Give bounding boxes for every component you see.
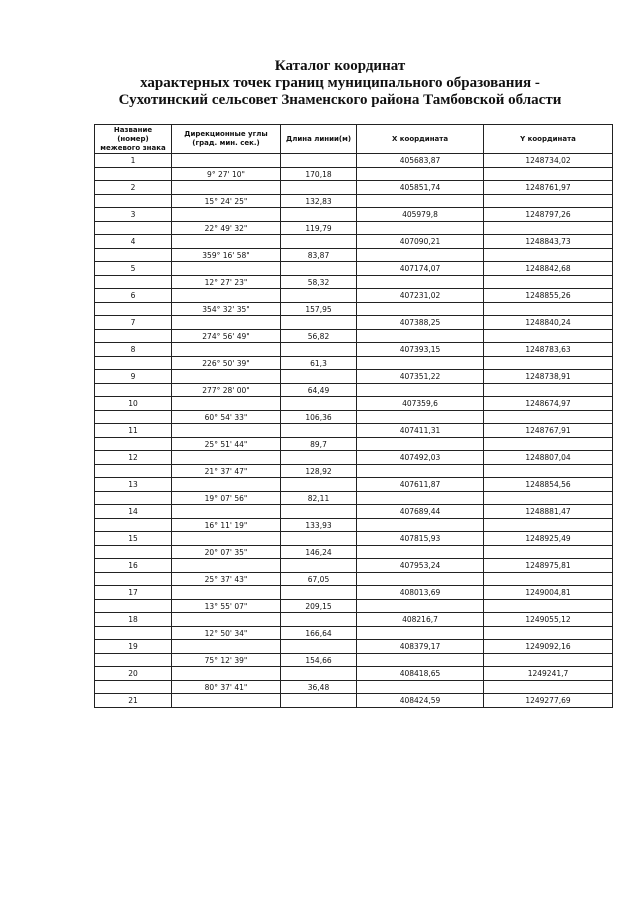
empty-cell [357, 195, 484, 208]
empty-cell [172, 451, 281, 465]
empty-cell [484, 600, 613, 613]
point-name-cell: 20 [95, 667, 172, 681]
y-coordinate-cell: 1248840,24 [484, 316, 613, 330]
empty-cell [357, 519, 484, 532]
empty-cell [484, 546, 613, 559]
x-coordinate-cell: 405979,8 [357, 208, 484, 222]
empty-cell [172, 289, 281, 303]
point-row [95, 505, 613, 519]
segment-row [95, 303, 613, 316]
y-coordinate-cell: 1249055,12 [484, 613, 613, 627]
segment-row [95, 357, 613, 370]
empty-cell [281, 478, 357, 492]
direction-angle-cell: 354° 32' 35" [172, 303, 281, 316]
line-length-cell: 170,18 [281, 168, 357, 181]
point-row [95, 208, 613, 222]
direction-angle-cell: 274° 56' 49" [172, 330, 281, 343]
empty-cell [357, 411, 484, 424]
empty-cell [95, 276, 172, 289]
point-name-cell: 12 [95, 451, 172, 465]
segment-row [95, 384, 613, 397]
x-coordinate-cell: 407359,6 [357, 397, 484, 411]
header-direction-angle: Дирекционные углы (град. мин. сек.) [172, 125, 281, 154]
segment-row [95, 573, 613, 586]
y-coordinate-cell: 1249004,81 [484, 586, 613, 600]
empty-cell [281, 235, 357, 249]
line-length-cell: 154,66 [281, 654, 357, 667]
direction-angle-cell: 12° 50' 34" [172, 627, 281, 640]
empty-cell [357, 492, 484, 505]
segment-row [95, 546, 613, 559]
empty-cell [172, 208, 281, 222]
segment-row [95, 438, 613, 451]
point-name-cell: 13 [95, 478, 172, 492]
empty-cell [357, 249, 484, 262]
direction-angle-cell: 20° 07' 35" [172, 546, 281, 559]
point-row [95, 559, 613, 573]
line-length-cell: 82,11 [281, 492, 357, 505]
point-row [95, 613, 613, 627]
point-row [95, 181, 613, 195]
empty-cell [95, 195, 172, 208]
empty-cell [357, 573, 484, 586]
empty-cell [172, 640, 281, 654]
empty-cell [484, 411, 613, 424]
y-coordinate-cell: 1248881,47 [484, 505, 613, 519]
segment-row [95, 195, 613, 208]
document-title: Каталог координат [274, 58, 406, 74]
point-name-cell: 2 [95, 181, 172, 195]
empty-cell [357, 330, 484, 343]
empty-cell [484, 330, 613, 343]
y-coordinate-cell: 1249092,16 [484, 640, 613, 654]
segment-row [95, 168, 613, 181]
point-row [95, 424, 613, 438]
x-coordinate-cell: 408424,59 [357, 694, 484, 708]
segment-row [95, 519, 613, 532]
empty-cell [357, 357, 484, 370]
line-length-cell: 89,7 [281, 438, 357, 451]
empty-cell [95, 330, 172, 343]
segment-row [95, 222, 613, 235]
point-name-cell: 15 [95, 532, 172, 546]
empty-cell [484, 627, 613, 640]
empty-cell [281, 451, 357, 465]
point-name-cell: 4 [95, 235, 172, 249]
empty-cell [95, 303, 172, 316]
x-coordinate-cell: 407388,25 [357, 316, 484, 330]
point-name-cell: 21 [95, 694, 172, 708]
document-subtitle-line-1: характерных точек границ муниципального образования - [140, 75, 540, 91]
empty-cell [281, 586, 357, 600]
y-coordinate-cell: 1249241,7 [484, 667, 613, 681]
direction-angle-cell: 9° 27' 10" [172, 168, 281, 181]
empty-cell [357, 222, 484, 235]
empty-cell [172, 694, 281, 708]
direction-angle-cell: 75° 12' 39" [172, 654, 281, 667]
line-length-cell: 133,93 [281, 519, 357, 532]
line-length-cell: 157,95 [281, 303, 357, 316]
empty-cell [281, 424, 357, 438]
empty-cell [484, 654, 613, 667]
point-name-cell: 3 [95, 208, 172, 222]
header-line-length: Длина линии(м) [281, 125, 357, 154]
empty-cell [281, 613, 357, 627]
y-coordinate-cell: 1248797,26 [484, 208, 613, 222]
empty-cell [484, 222, 613, 235]
direction-angle-cell: 359° 16' 58" [172, 249, 281, 262]
empty-cell [484, 195, 613, 208]
empty-cell [281, 154, 357, 168]
y-coordinate-cell: 1248783,63 [484, 343, 613, 357]
direction-angle-cell: 19° 07' 56" [172, 492, 281, 505]
y-coordinate-cell: 1248738,91 [484, 370, 613, 384]
empty-cell [281, 640, 357, 654]
header-x-coordinate: X координата [357, 125, 484, 154]
empty-cell [172, 235, 281, 249]
point-name-cell: 16 [95, 559, 172, 573]
empty-cell [281, 343, 357, 357]
point-row [95, 532, 613, 546]
direction-angle-cell: 12° 27' 23" [172, 276, 281, 289]
empty-cell [357, 384, 484, 397]
y-coordinate-cell: 1248761,97 [484, 181, 613, 195]
header-y-coordinate: Y координата [484, 125, 613, 154]
line-length-cell: 132,83 [281, 195, 357, 208]
segment-row [95, 249, 613, 262]
line-length-cell: 36,48 [281, 681, 357, 694]
empty-cell [95, 222, 172, 235]
empty-cell [172, 478, 281, 492]
empty-cell [281, 181, 357, 195]
empty-cell [357, 627, 484, 640]
direction-angle-cell: 277° 28' 00" [172, 384, 281, 397]
x-coordinate-cell: 407815,93 [357, 532, 484, 546]
empty-cell [172, 505, 281, 519]
x-coordinate-cell: 408216,7 [357, 613, 484, 627]
empty-cell [172, 316, 281, 330]
empty-cell [95, 654, 172, 667]
segment-row [95, 600, 613, 613]
empty-cell [95, 573, 172, 586]
x-coordinate-cell: 407393,15 [357, 343, 484, 357]
empty-cell [484, 492, 613, 505]
empty-cell [484, 438, 613, 451]
empty-cell [172, 586, 281, 600]
empty-cell [484, 168, 613, 181]
segment-row [95, 681, 613, 694]
x-coordinate-cell: 407174,07 [357, 262, 484, 276]
empty-cell [172, 559, 281, 573]
point-row [95, 370, 613, 384]
empty-cell [281, 694, 357, 708]
line-length-cell: 106,36 [281, 411, 357, 424]
direction-angle-cell: 15° 24' 25" [172, 195, 281, 208]
empty-cell [95, 627, 172, 640]
point-name-cell: 17 [95, 586, 172, 600]
empty-cell [357, 654, 484, 667]
y-coordinate-cell: 1248807,04 [484, 451, 613, 465]
empty-cell [172, 667, 281, 681]
point-name-cell: 11 [95, 424, 172, 438]
empty-cell [95, 492, 172, 505]
empty-cell [95, 519, 172, 532]
document-subtitle-line-2: Сухотинский сельсовет Знаменского района Тамбовской области [118, 92, 562, 108]
empty-cell [172, 532, 281, 546]
segment-row [95, 411, 613, 424]
empty-cell [95, 465, 172, 478]
direction-angle-cell: 25° 37' 43" [172, 573, 281, 586]
segment-row [95, 330, 613, 343]
empty-cell [484, 681, 613, 694]
empty-cell [172, 262, 281, 276]
empty-cell [357, 168, 484, 181]
empty-cell [95, 681, 172, 694]
x-coordinate-cell: 407953,24 [357, 559, 484, 573]
empty-cell [95, 438, 172, 451]
line-length-cell: 58,32 [281, 276, 357, 289]
x-coordinate-cell: 408418,65 [357, 667, 484, 681]
point-name-cell: 9 [95, 370, 172, 384]
line-length-cell: 67,05 [281, 573, 357, 586]
empty-cell [484, 465, 613, 478]
empty-cell [172, 181, 281, 195]
empty-cell [281, 559, 357, 573]
x-coordinate-cell: 408013,69 [357, 586, 484, 600]
y-coordinate-cell: 1248854,56 [484, 478, 613, 492]
empty-cell [95, 249, 172, 262]
point-name-cell: 19 [95, 640, 172, 654]
line-length-cell: 146,24 [281, 546, 357, 559]
empty-cell [281, 262, 357, 276]
empty-cell [484, 303, 613, 316]
y-coordinate-cell: 1248855,26 [484, 289, 613, 303]
empty-cell [172, 343, 281, 357]
point-row [95, 235, 613, 249]
point-row [95, 397, 613, 411]
direction-angle-cell: 226° 50' 39" [172, 357, 281, 370]
line-length-cell: 64,49 [281, 384, 357, 397]
segment-row [95, 465, 613, 478]
point-name-cell: 14 [95, 505, 172, 519]
point-row [95, 289, 613, 303]
point-row [95, 343, 613, 357]
point-name-cell: 1 [95, 154, 172, 168]
empty-cell [484, 249, 613, 262]
x-coordinate-cell: 407351,22 [357, 370, 484, 384]
empty-cell [95, 546, 172, 559]
empty-cell [357, 465, 484, 478]
empty-cell [95, 168, 172, 181]
empty-cell [95, 411, 172, 424]
empty-cell [484, 276, 613, 289]
x-coordinate-cell: 407611,87 [357, 478, 484, 492]
x-coordinate-cell: 405683,87 [357, 154, 484, 168]
point-name-cell: 7 [95, 316, 172, 330]
point-row [95, 478, 613, 492]
empty-cell [95, 384, 172, 397]
y-coordinate-cell: 1248842,68 [484, 262, 613, 276]
empty-cell [281, 667, 357, 681]
y-coordinate-cell: 1248674,97 [484, 397, 613, 411]
empty-cell [357, 600, 484, 613]
empty-cell [357, 438, 484, 451]
x-coordinate-cell: 405851,74 [357, 181, 484, 195]
x-coordinate-cell: 407090,21 [357, 235, 484, 249]
empty-cell [484, 573, 613, 586]
line-length-cell: 128,92 [281, 465, 357, 478]
empty-cell [172, 613, 281, 627]
direction-angle-cell: 80° 37' 41" [172, 681, 281, 694]
empty-cell [281, 208, 357, 222]
y-coordinate-cell: 1248843,73 [484, 235, 613, 249]
x-coordinate-cell: 407231,02 [357, 289, 484, 303]
line-length-cell: 56,82 [281, 330, 357, 343]
y-coordinate-cell: 1248767,91 [484, 424, 613, 438]
empty-cell [281, 532, 357, 546]
segment-row [95, 492, 613, 505]
direction-angle-cell: 21° 37' 47" [172, 465, 281, 478]
direction-angle-cell: 13° 55' 07" [172, 600, 281, 613]
empty-cell [357, 681, 484, 694]
empty-cell [357, 303, 484, 316]
x-coordinate-cell: 407411,31 [357, 424, 484, 438]
x-coordinate-cell: 407689,44 [357, 505, 484, 519]
empty-cell [484, 519, 613, 532]
point-name-cell: 10 [95, 397, 172, 411]
point-row [95, 154, 613, 168]
point-row [95, 667, 613, 681]
empty-cell [281, 316, 357, 330]
point-row [95, 640, 613, 654]
point-row [95, 262, 613, 276]
empty-cell [281, 370, 357, 384]
empty-cell [357, 546, 484, 559]
point-name-cell: 18 [95, 613, 172, 627]
y-coordinate-cell: 1249277,69 [484, 694, 613, 708]
empty-cell [281, 397, 357, 411]
point-name-cell: 6 [95, 289, 172, 303]
line-length-cell: 166,64 [281, 627, 357, 640]
direction-angle-cell: 25° 51' 44" [172, 438, 281, 451]
direction-angle-cell: 22° 49' 32" [172, 222, 281, 235]
direction-angle-cell: 60° 54' 33" [172, 411, 281, 424]
point-row [95, 586, 613, 600]
table-header-row [95, 125, 613, 154]
header-point-name: Название (номер) межевого знака [95, 125, 172, 154]
point-row [95, 316, 613, 330]
line-length-cell: 119,79 [281, 222, 357, 235]
empty-cell [357, 276, 484, 289]
point-row [95, 694, 613, 708]
empty-cell [95, 600, 172, 613]
point-name-cell: 8 [95, 343, 172, 357]
line-length-cell: 83,87 [281, 249, 357, 262]
y-coordinate-cell: 1248975,81 [484, 559, 613, 573]
y-coordinate-cell: 1248734,02 [484, 154, 613, 168]
coordinates-table [94, 124, 613, 708]
x-coordinate-cell: 407492,03 [357, 451, 484, 465]
empty-cell [172, 397, 281, 411]
y-coordinate-cell: 1248925,49 [484, 532, 613, 546]
segment-row [95, 654, 613, 667]
line-length-cell: 61,3 [281, 357, 357, 370]
empty-cell [484, 384, 613, 397]
empty-cell [95, 357, 172, 370]
x-coordinate-cell: 408379,17 [357, 640, 484, 654]
segment-row [95, 627, 613, 640]
direction-angle-cell: 16° 11' 19" [172, 519, 281, 532]
segment-row [95, 276, 613, 289]
point-row [95, 451, 613, 465]
empty-cell [484, 357, 613, 370]
empty-cell [281, 505, 357, 519]
empty-cell [172, 370, 281, 384]
line-length-cell: 209,15 [281, 600, 357, 613]
empty-cell [172, 424, 281, 438]
point-name-cell: 5 [95, 262, 172, 276]
empty-cell [172, 154, 281, 168]
empty-cell [281, 289, 357, 303]
table-body [95, 154, 613, 708]
